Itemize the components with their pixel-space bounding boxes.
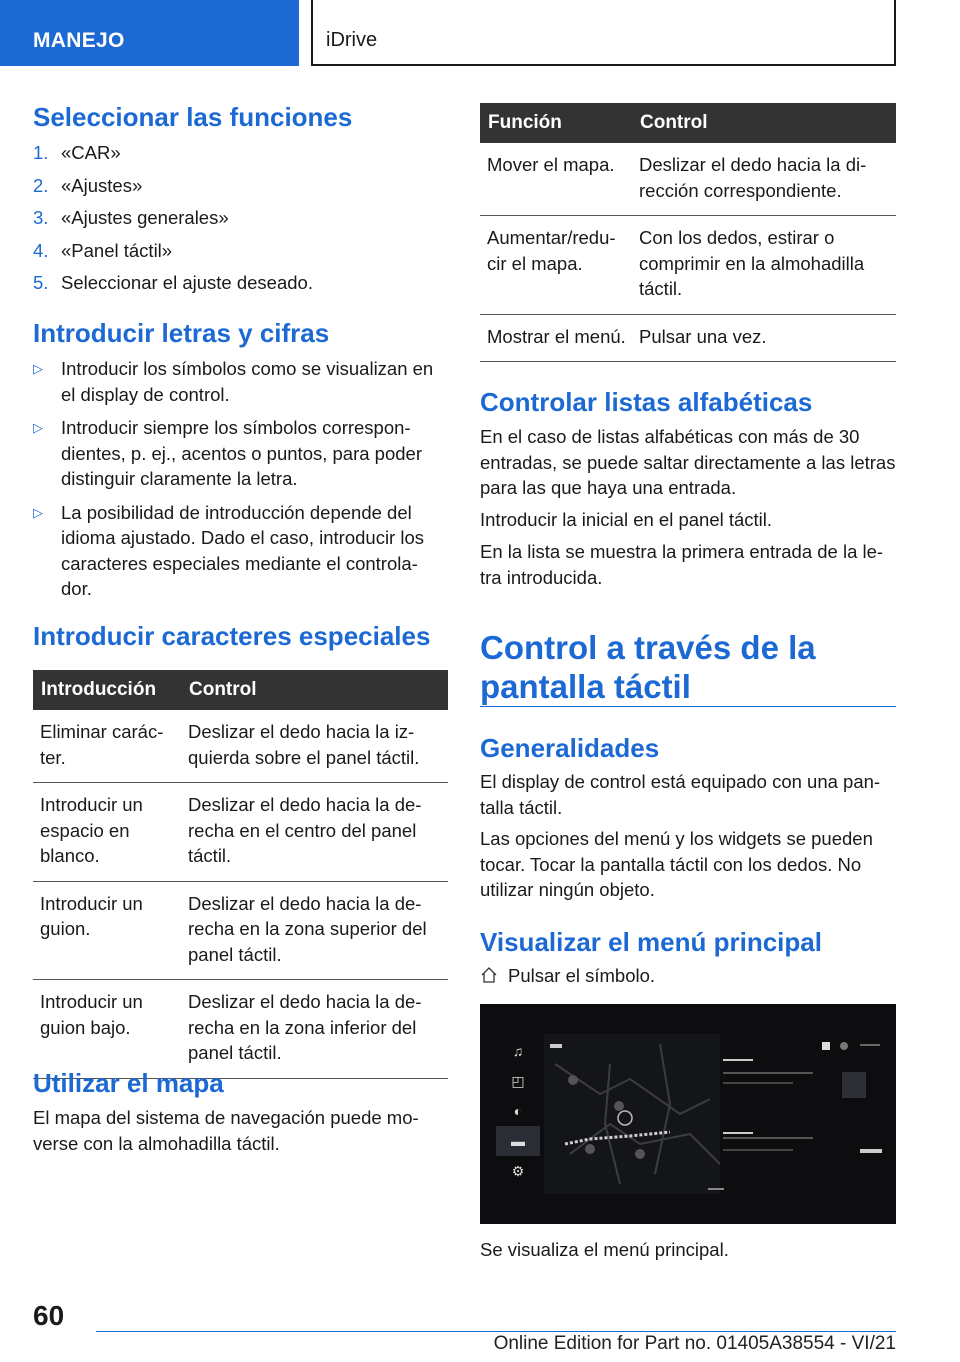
heading-touchscreen-control: Control a través de la pantalla táctil <box>480 629 816 705</box>
table-cell: Mover el mapa. <box>480 143 632 216</box>
screenshot-caption: Se visualiza el menú principal. <box>480 1239 729 1260</box>
table-cell: Deslizar el dedo hacia la de‐recha en la zona inferior del panel táctil. <box>181 980 448 1079</box>
section-divider <box>480 706 896 707</box>
bullet-item: ▷ Introducir los símbolos como se visualizan en el display de control. <box>33 358 434 405</box>
map-functions-table <box>480 103 896 362</box>
table-cell: Introducir un guion. <box>33 881 181 980</box>
lists-paragraph-1: En el caso de listas alfabéticas con más de 30 entradas, se puede saltar directamente a las letras para las que haya una entrada. <box>480 426 896 498</box>
chapter-title: iDrive <box>311 0 896 66</box>
general-paragraph-1: El display de control está equipado con una pan‐talla táctil. <box>480 771 881 818</box>
steps-list <box>33 137 448 300</box>
phone-icon[interactable]: ◐ <box>513 1103 523 1119</box>
heading-alphabetic-lists: Controlar listas alfabéticas <box>480 387 813 417</box>
step-item: 3. «Ajustes generales» <box>33 207 229 228</box>
table-header-row <box>480 103 896 143</box>
side-menu-rail <box>496 1036 540 1184</box>
special-characters-table <box>33 670 448 1079</box>
table-cell: Pulsar una vez. <box>632 314 896 362</box>
bullet-list <box>33 356 448 610</box>
section-tab: MANEJO <box>0 0 299 66</box>
table-cell: Deslizar el dedo hacia la de‐recha en la zona superior del panel táctil. <box>181 881 448 980</box>
heading-select-functions: Seleccionar las funciones <box>33 102 353 132</box>
table-header-cell: Control <box>181 670 448 710</box>
table-cell: Aumentar/redu‐cir el mapa. <box>480 216 632 315</box>
table-cell: Deslizar el dedo hacia la de‐recha en el centro del panel táctil. <box>181 783 448 882</box>
table-header-cell: Introducción <box>33 670 181 710</box>
table-header-row <box>33 670 448 710</box>
table-cell: Mostrar el menú. <box>480 314 632 362</box>
table-header-cell: Control <box>632 103 896 143</box>
table-cell: Deslizar el dedo hacia la di‐rección correspondiente. <box>632 143 896 216</box>
table-cell: Eliminar carác‐ter. <box>33 710 181 783</box>
home-icon <box>480 966 498 984</box>
table-row <box>33 980 448 1079</box>
triangle-bullet-icon: ▷ <box>33 420 43 435</box>
table-row <box>480 143 896 216</box>
music-icon[interactable]: ♫ <box>512 1043 524 1059</box>
table-header-cell: Función <box>480 103 632 143</box>
table-row <box>33 710 448 783</box>
triangle-bullet-icon: ▷ <box>33 361 43 376</box>
bullet-item: ▷ La posibilidad de introducción depende del idioma ajustado. Dado el caso, introducir los caracteres especiales mediante el controla‐dor. <box>33 501 424 599</box>
general-paragraph-2: Las opciones del menú y los widgets se pueden tocar. Tocar la pantalla táctil con los dedos. No utilizar ningún objeto. <box>480 828 873 900</box>
table-cell: Con los dedos, estirar o comprimir en la almohadilla táctil. <box>632 216 896 315</box>
heading-special-characters: Introducir caracteres especiales <box>33 621 431 651</box>
table-row <box>33 881 448 980</box>
footer-divider <box>96 1331 896 1332</box>
press-symbol-row <box>480 963 896 991</box>
navigation-icon[interactable]: ◰ <box>511 1073 525 1089</box>
apps-icon[interactable]: ⚙ <box>511 1163 525 1179</box>
table-row <box>480 314 896 362</box>
triangle-bullet-icon: ▷ <box>33 504 43 520</box>
table-row <box>33 783 448 882</box>
map-background-graphic <box>480 1004 896 1224</box>
step-item: 1. «CAR» <box>33 142 121 163</box>
press-symbol-text: Pulsar el símbolo. <box>508 965 656 986</box>
bullet-item: ▷ Introducir siempre los símbolos correspon‐dientes, p. ej., acentos o puntos, para poder distinguir claramente la letra. <box>33 417 422 489</box>
step-item: 2. «Ajustes» <box>33 174 143 196</box>
table-row <box>480 216 896 315</box>
table-cell: Deslizar el dedo hacia la iz‐quierda sobre el panel táctil. <box>181 710 448 783</box>
page-number: 60 <box>33 1300 65 1331</box>
heading-letters-numbers: Introducir letras y cifras <box>33 318 330 348</box>
heading-general: Generalidades <box>480 733 660 763</box>
lists-paragraph-3: En la lista se muestra la primera entrada de la le‐tra introducida. <box>480 541 884 588</box>
map-paragraph: El mapa del sistema de navegación puede mo‐verse con la almohadilla táctil. <box>33 1107 419 1154</box>
footer-edition: Online Edition for Part no. 01405A38554 - VI/21 <box>493 1333 896 1354</box>
page-header <box>0 0 960 66</box>
table-cell: Introducir un espacio en blanco. <box>33 783 181 882</box>
step-item: 4. «Panel táctil» <box>33 239 173 261</box>
heading-main-menu: Visualizar el menú principal <box>480 927 822 957</box>
step-item: 5. Seleccionar el ajuste deseado. <box>33 272 313 293</box>
lists-paragraph-2: Introducir la inicial en el panel táctil. <box>480 509 773 530</box>
heading-use-map: Utilizar el mapa <box>33 1068 224 1098</box>
table-cell: Introducir un guion bajo. <box>33 980 181 1079</box>
idrive-main-menu-screenshot <box>480 1004 896 1224</box>
car-icon[interactable]: ▬ <box>496 1126 540 1156</box>
